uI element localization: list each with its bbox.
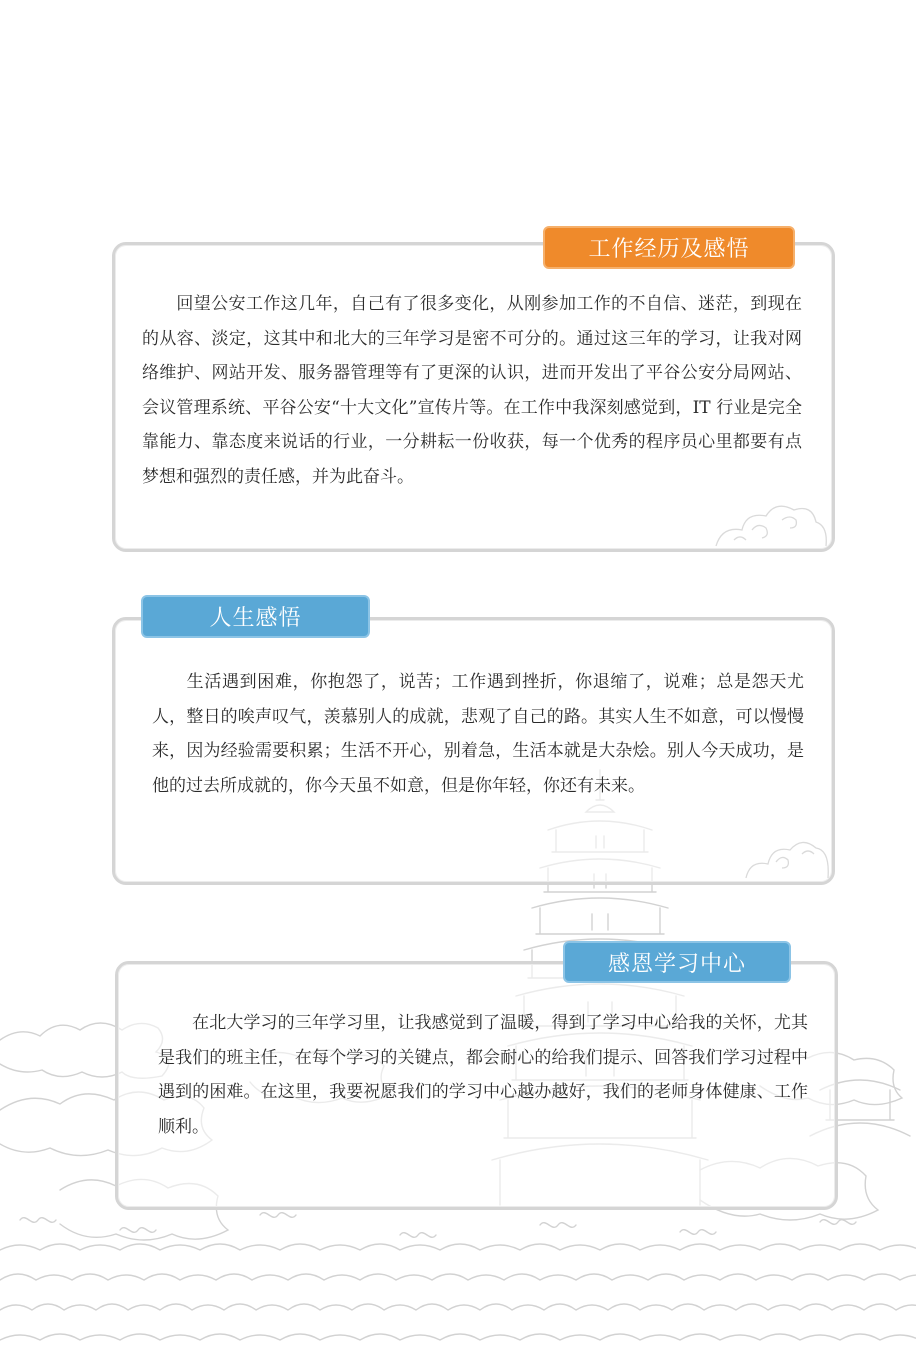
section-title-tab (141, 595, 370, 638)
section-body-text: 回望公安工作这几年，自己有了很多变化，从刚参加工作的不自信、迷茫，到现在的从容、淡定，这其中和北大的三年学习是密不可分的。通过这三年的学习，让我对网络维护、网站开发、服务器管理等有了更深的认识，进而开发出了平谷公安分局网站、会议管理系统、平谷公安“十大文化”宣传片等。在工作中我深刻感觉到，IT 行业是完全靠能力、靠态度来说话的行业，一分耕耘一份收获，每一个优秀的程序员心里都要有点梦想和强烈的责任感，并为此奋斗。 (142, 294, 802, 487)
section-title-tab (543, 226, 795, 269)
section-body-text: 在北大学习的三年学习里，让我感觉到了温暖，得到了学习中心给我的关怀，尤其是我们的班主任，在每个学习的关键点，都会耐心的给我们提示、回答我们学习过程中遇到的困难。在这里，我要祝愿我们的学习中心越办越好，我们的老师身体健康、工作顺利。 (158, 1013, 808, 1137)
section-body-text: 生活遇到困难，你抱怨了，说苦；工作遇到挫折，你退缩了，说难；总是怨天尤人，整日的唉声叹气，羡慕别人的成就，悲观了自己的路。其实人生不如意，可以慢慢来，因为经验需要积累；生活不开心，别着急，生活本就是大杂烩。别人今天成功，是他的过去所成就的，你今天虽不如意，但是你年轻，你还有未来。 (152, 672, 804, 796)
section-title: 感恩学习中心 (607, 951, 746, 977)
section-title: 工作经历及感悟 (588, 237, 750, 262)
cloud-ornament-icon (712, 496, 830, 548)
section-title-tab (563, 941, 791, 983)
section-title: 人生感悟 (209, 606, 302, 631)
cloud-ornament-icon (742, 834, 832, 880)
